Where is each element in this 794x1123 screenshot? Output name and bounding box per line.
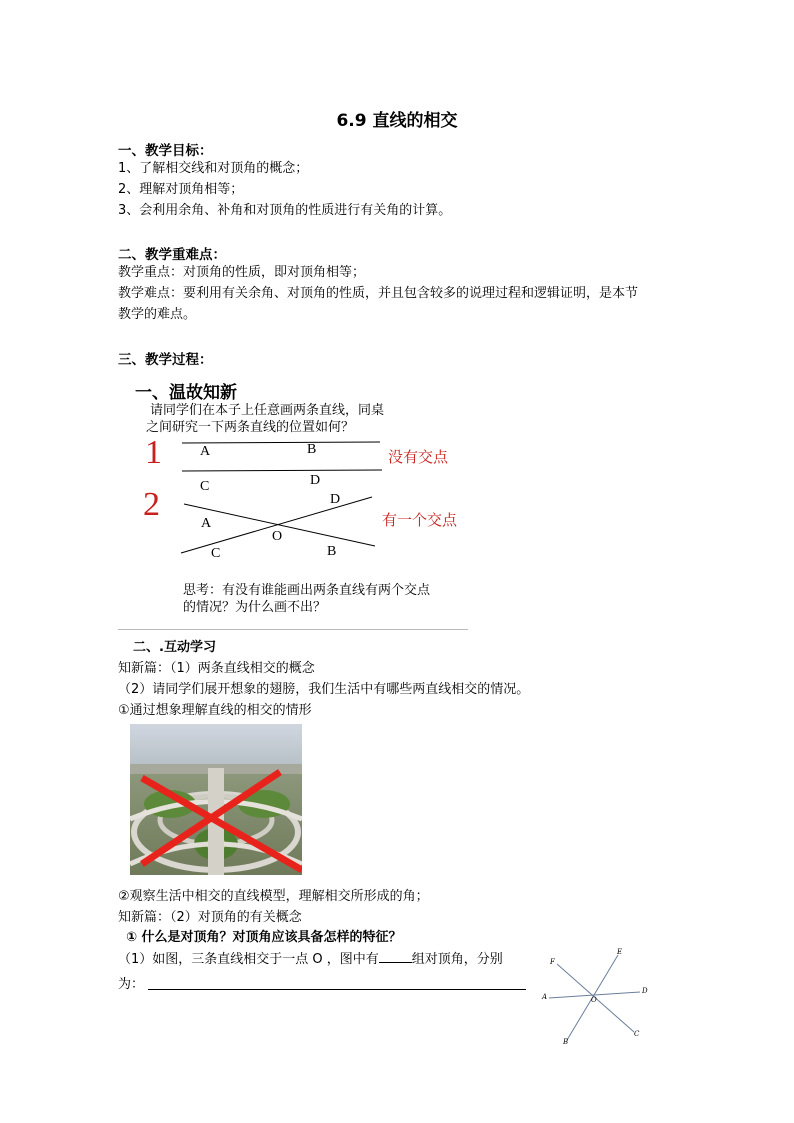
fig3-label-c: C — [634, 1030, 640, 1038]
review-heading: 一、温故知新 — [135, 383, 237, 403]
exercise-text-post: 组对顶角，分别 — [411, 952, 503, 967]
goals-heading: 一、教学目标： — [118, 143, 213, 159]
case2-caption: 有一个交点 — [382, 511, 458, 529]
case2-number: 2 — [143, 486, 160, 523]
think-line-2: 的情况？为什么画不出？ — [183, 600, 327, 615]
case2-label-a: A — [201, 516, 212, 531]
case1-caption: 没有交点 — [388, 448, 449, 466]
case1-number: 1 — [145, 434, 162, 471]
knowledge-1-question: （2）请同学们展开想象的翅膀，我们生活中有哪些两直线相交的情况。 — [118, 682, 530, 697]
fig3-label-o: O — [591, 996, 597, 1004]
page-title: 6.9 直线的相交 — [336, 111, 458, 131]
keypoint-difficulty-2: 教学的难点。 — [118, 307, 197, 322]
case2-label-b: B — [327, 544, 337, 559]
knowledge-1-item2: ②观察生活中相交的直线模型，理解相交所形成的角； — [118, 889, 429, 904]
interactive-heading: 二、.互动学习 — [133, 640, 216, 655]
goal-item-1: 1、了解相交线和对顶角的概念； — [118, 161, 309, 176]
keypoint-difficulty-1: 教学难点：要利用有关余角、对顶角的性质，并且包含较多的说理过程和逻辑证明，是本节 — [118, 286, 639, 301]
case1-label-a: A — [200, 444, 211, 459]
case2-label-d: D — [330, 492, 341, 507]
case1-label-c: C — [200, 479, 210, 494]
process-heading: 三、教学过程： — [118, 352, 213, 368]
fig3-label-a: A — [542, 993, 548, 1001]
exercise-line2: 为： — [118, 977, 145, 992]
knowledge-2-question: ① 什么是对顶角？对顶角应该具备怎样的特征？ — [126, 930, 402, 945]
case1-label-b: B — [307, 442, 317, 457]
case2-label-c: C — [211, 546, 221, 561]
case1-label-d: D — [310, 473, 321, 488]
fig3-label-e: E — [617, 948, 623, 956]
case2-label-o: O — [272, 529, 283, 544]
fig3-label-b: B — [563, 1038, 569, 1046]
knowledge-1-item: ①通过想象理解直线的相交的情形 — [118, 703, 312, 718]
knowledge-2: 知新篇：（2）对顶角的有关概念 — [118, 910, 302, 925]
think-line-1: 思考：有没有谁能画出两条直线有两个交点 — [183, 583, 431, 598]
goal-item-2: 2、理解对顶角相等； — [118, 182, 244, 197]
knowledge-1: 知新篇：（1）两条直线相交的概念 — [118, 661, 315, 676]
review-prompt-1: 请同学们在本子上任意画两条直线，同桌 — [150, 403, 385, 418]
keypoints-heading: 二、教学重难点： — [118, 247, 226, 263]
goal-item-3: 3、会利用余角、补角和对顶角的性质进行有关角的计算。 — [118, 203, 452, 218]
keypoint-focus: 教学重点：对顶角的性质，即对顶角相等； — [118, 265, 366, 280]
review-prompt-2: 之间研究一下两条直线的位置如何？ — [146, 420, 355, 435]
fig3-label-d: D — [642, 987, 648, 995]
fig3-label-f: F — [550, 958, 555, 966]
exercise-text-pre: （1）如图，三条直线相交于一点 O ，图中有 — [118, 952, 379, 967]
